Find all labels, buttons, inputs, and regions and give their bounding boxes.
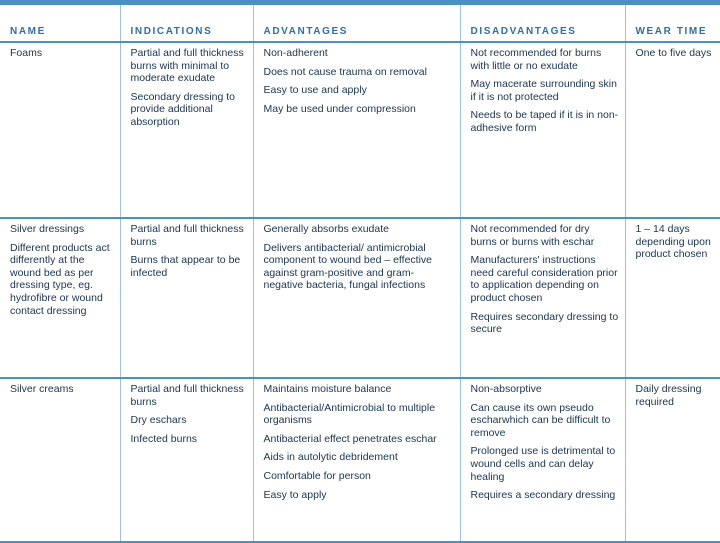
cell-text: Dry eschars	[130, 414, 187, 427]
cell-indications	[120, 218, 253, 378]
cell-advantages	[253, 378, 460, 542]
cell-text: Aids in autolytic debridement	[263, 451, 398, 464]
cell-text: Can cause its own pseudo escharwhich can be difficult to remove	[470, 401, 611, 439]
cell-disadvantages	[460, 218, 625, 378]
cell-text: Partial and full thickness burns	[130, 223, 244, 248]
cell-text: Antibacterial effect penetrates eschar	[263, 432, 437, 445]
table-row	[0, 42, 720, 218]
cell-text: Daily dressing required	[635, 383, 702, 408]
cell-disadvantages	[460, 378, 625, 542]
header-disadvantages: DISADVANTAGES	[460, 5, 625, 42]
cell-wear-time	[625, 42, 720, 218]
header-wear-time: WEAR TIME	[625, 5, 720, 42]
cell-text: May macerate surrounding skin if it is not protected	[470, 78, 617, 103]
header-row	[0, 5, 720, 42]
cell-text: Easy to use and apply	[263, 84, 367, 97]
cell-text: Non-absorptive	[470, 383, 542, 395]
cell-name	[0, 218, 120, 378]
cell-advantages	[253, 218, 460, 378]
table-row	[0, 218, 720, 378]
cell-text: May be used under compression	[263, 102, 416, 115]
header-advantages: ADVANTAGES	[253, 5, 460, 42]
cell-text: Silver dressings	[10, 223, 85, 235]
cell-text: Silver creams	[10, 383, 74, 395]
header-name: NAME	[0, 5, 120, 42]
cell-text: Partial and full thickness burns with minimal to moderate exudate	[130, 47, 244, 85]
table-row	[0, 378, 720, 542]
cell-text: Infected burns	[130, 432, 198, 445]
cell-name	[0, 42, 120, 218]
cell-text: Partial and full thickness burns	[130, 383, 244, 408]
header-indications: INDICATIONS	[120, 5, 253, 42]
cell-wear-time	[625, 218, 720, 378]
cell-text: Not recommended for dry burns or burns with eschar	[470, 223, 595, 248]
cell-wear-time	[625, 378, 720, 542]
cell-text: Manufacturers' instructions need careful consideration prior to application depending on product chosen	[470, 254, 618, 304]
cell-advantages	[253, 42, 460, 218]
dressings-table	[0, 5, 720, 543]
cell-text: Comfortable for person	[263, 469, 371, 482]
cell-text: Requires a secondary dressing	[470, 489, 616, 502]
cell-text: Foams	[10, 47, 43, 59]
cell-text: Requires secondary dressing to secure	[470, 310, 619, 336]
cell-indications	[120, 378, 253, 542]
cell-name	[0, 378, 120, 542]
cell-text: Burns that appear to be infected	[130, 254, 241, 279]
cell-text: Delivers antibacterial/ antimicrobial component to wound bed – effective against gram-positive and gram-negative bacteria, fungal infections	[263, 241, 433, 292]
cell-disadvantages	[460, 42, 625, 218]
cell-text: Antibacterial/Antimicrobial to multiple organisms	[263, 401, 436, 427]
cell-text: Secondary dressing to provide additional absorption	[130, 90, 235, 128]
cell-text: Not recommended for burns with little or no exudate	[470, 47, 602, 72]
cell-text: Maintains moisture balance	[263, 383, 392, 395]
cell-text: 1 – 14 days depending upon product chosen	[635, 223, 711, 261]
cell-indications	[120, 42, 253, 218]
cell-text: Non-adherent	[263, 47, 328, 59]
cell-text: Generally absorbs exudate	[263, 223, 389, 235]
cell-text: Does not cause trauma on removal	[263, 65, 427, 78]
cell-text: Needs to be taped if it is in non-adhesive form	[470, 109, 619, 134]
cell-text: Different products act differently at the wound bed as per dressing type, eg. hydrofibre or wound contact dressing	[10, 241, 110, 317]
cell-text: Easy to apply	[263, 488, 327, 501]
cell-text: Prolonged use is detrimental to wound cells and can delay healing	[470, 445, 616, 483]
cell-text: One to five days	[635, 47, 712, 59]
